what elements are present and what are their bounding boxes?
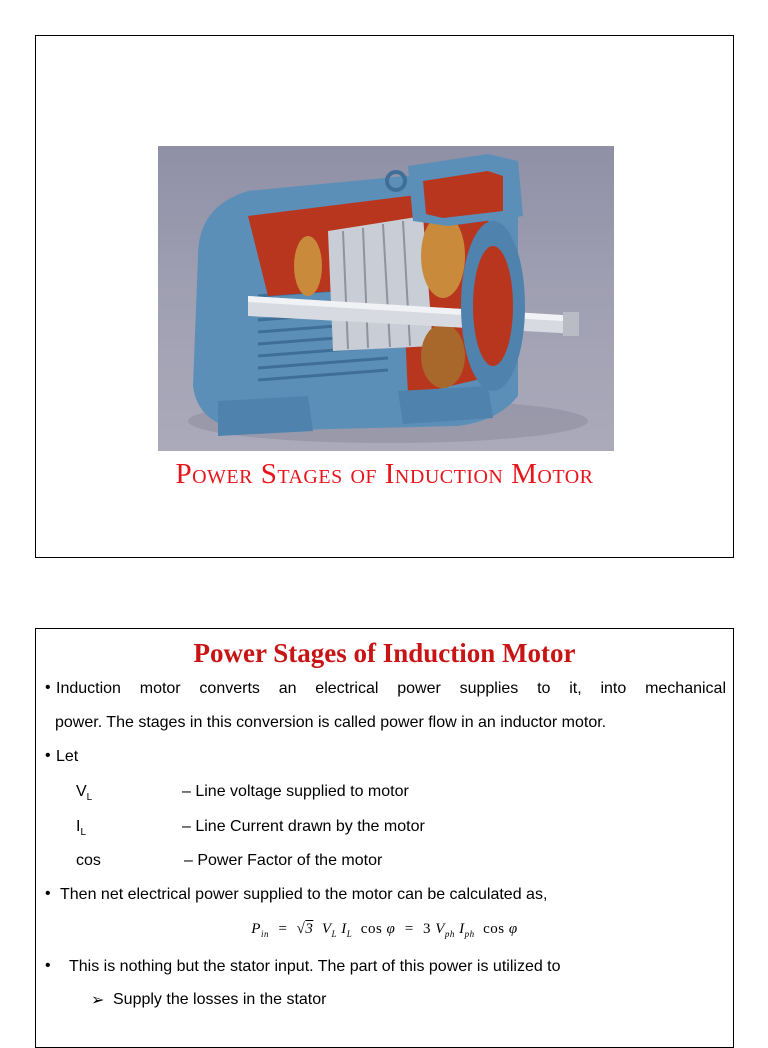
bullet-marker: • [45,747,51,764]
bullet-marker: • [45,957,51,974]
slide-2-title: Power Stages of Induction Motor [193,638,576,668]
bullet-1-line-2: power. The stages in this conversion is called power flow in an inductor motor. [55,714,607,731]
sub-bullet-1-text: Supply the losses in the stator [113,991,327,1008]
bullet-1-line-1: Induction motor converts an electrical power supplies to it, into mechanical [56,680,726,697]
definition-symbol-current: $I_L$ [76,818,87,839]
bullet-3-text: Then net electrical power supplied to the motor can be calculated as, [60,886,548,903]
definition-text-current: – Line Current drawn by the motor [182,818,425,835]
definition-text-voltage: – Line voltage supplied to motor [182,783,409,800]
input-power-formula: $P_{in} = √3$ $V_L$ $I_L$ cos φ = 3 $V_{ph}$ $I_{ph}$ cos φ [251,921,518,939]
slide-1 [35,35,734,558]
bullet-marker: • [45,679,51,696]
bullet-4-text: This is nothing but the stator input. The part of this power is utilized to [69,958,561,975]
bullet-marker: • [45,885,51,902]
induction-motor-cutaway-image [158,146,614,451]
slide-2 [35,628,734,1048]
bullet-2-text: Let [56,748,79,765]
definition-symbol-power-factor: cos [76,852,101,869]
sub-bullet-marker: ➢ [91,992,105,1009]
slide-1-title: Power Stages of Induction Motor [175,458,594,490]
definition-text-power-factor: – Power Factor of the motor [184,852,383,869]
definition-symbol-voltage: $V_L$ [76,783,93,804]
